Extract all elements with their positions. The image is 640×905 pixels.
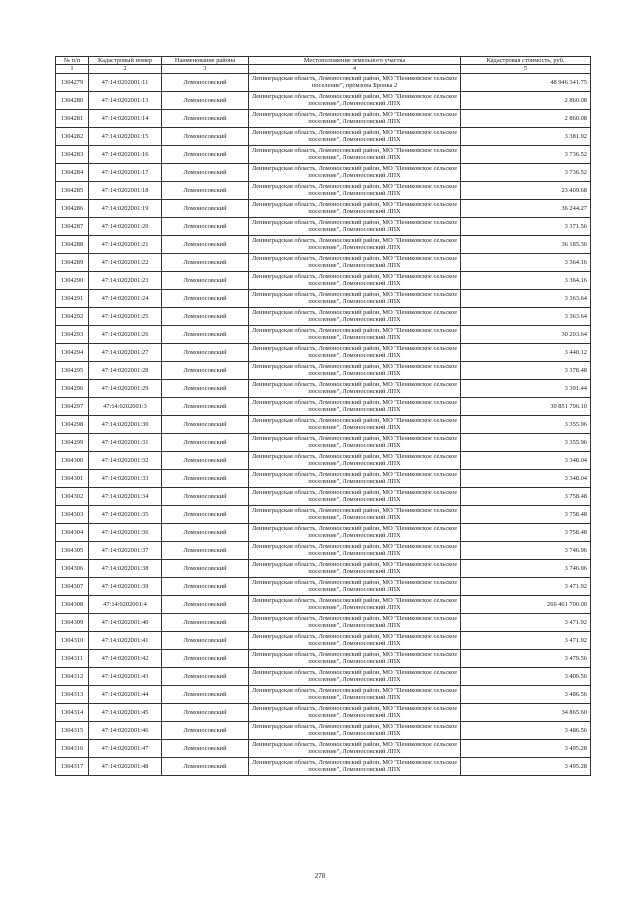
table-row bbox=[56, 631, 591, 649]
row-number: 1304286 bbox=[56, 199, 89, 217]
district-name: Ломоносовский bbox=[162, 559, 249, 577]
cadastral-number: 47:14:0202001:23 bbox=[89, 271, 162, 289]
table-row bbox=[56, 541, 591, 559]
district-name: Ломоносовский bbox=[162, 541, 249, 559]
location: Ленинградская область, Ломоносовский район, МО "Пениковское сельское поселение", Ломоносовский ЛПХ bbox=[249, 109, 461, 127]
cadastral-number: 47:14:0202001:4 bbox=[89, 595, 162, 613]
row-number: 1304313 bbox=[56, 685, 89, 703]
district-name: Ломоносовский bbox=[162, 289, 249, 307]
district-name: Ломоносовский bbox=[162, 649, 249, 667]
table-row bbox=[56, 379, 591, 397]
cadastral-number: 47:14:0202001:18 bbox=[89, 181, 162, 199]
location: Ленинградская область, Ломоносовский район, МО "Пениковское сельское поселение", Ломоносовский ЛПХ bbox=[249, 577, 461, 595]
cadastral-number: 47:14:0202001:34 bbox=[89, 487, 162, 505]
row-number: 1304304 bbox=[56, 523, 89, 541]
cadastral-value: 3 391.44 bbox=[461, 379, 591, 397]
table-row bbox=[56, 325, 591, 343]
table-row bbox=[56, 487, 591, 505]
cadastral-number: 47:14:0202001:48 bbox=[89, 757, 162, 775]
cadastral-value: 3 381.92 bbox=[461, 127, 591, 145]
table-row bbox=[56, 703, 591, 721]
location: Ленинградская область, Ломоносовский район, МО "Пениковское сельское поселение", Ломоносовский ЛПХ bbox=[249, 703, 461, 721]
cadastral-number: 47:14:0202001:13 bbox=[89, 91, 162, 109]
table-row bbox=[56, 739, 591, 757]
row-number: 1304301 bbox=[56, 469, 89, 487]
district-name: Ломоносовский bbox=[162, 703, 249, 721]
column-number: 2 bbox=[89, 65, 162, 73]
table-row bbox=[56, 271, 591, 289]
table-row bbox=[56, 685, 591, 703]
table-row bbox=[56, 217, 591, 235]
table-row bbox=[56, 469, 591, 487]
row-number: 1304289 bbox=[56, 253, 89, 271]
cadastral-value: 3 471.92 bbox=[461, 613, 591, 631]
cadastral-number: 47:14:0202001:41 bbox=[89, 631, 162, 649]
cadastral-number: 47:14:0202001:24 bbox=[89, 289, 162, 307]
cadastral-number: 47:14:0202001:26 bbox=[89, 325, 162, 343]
header-cadastral-number: Кадастровый номер bbox=[89, 57, 162, 65]
district-name: Ломоносовский bbox=[162, 577, 249, 595]
cadastral-value: 3 378.48 bbox=[461, 361, 591, 379]
cadastral-table bbox=[55, 56, 591, 776]
location: Ленинградская область, Ломоносовский район, МО "Пениковское сельское поселение", Ломоносовский ЛПХ bbox=[249, 91, 461, 109]
cadastral-number: 47:14:0202001:31 bbox=[89, 433, 162, 451]
table-row bbox=[56, 667, 591, 685]
row-number: 1304306 bbox=[56, 559, 89, 577]
location: Ленинградская область, Ломоносовский район, МО "Пениковское сельское поселение", Ломоносовский ЛПХ bbox=[249, 343, 461, 361]
cadastral-number: 47:14:0202001:17 bbox=[89, 163, 162, 181]
table-row bbox=[56, 523, 591, 541]
cadastral-value: 3 758.48 bbox=[461, 487, 591, 505]
location: Ленинградская область, Ломоносовский район, МО "Пениковское сельское поселение", Ломоносовский ЛПХ bbox=[249, 289, 461, 307]
location: Ленинградская область, Ломоносовский район, МО "Пениковское сельское поселение", Ломоносовский ЛПХ bbox=[249, 145, 461, 163]
row-number: 1304291 bbox=[56, 289, 89, 307]
district-name: Ломоносовский bbox=[162, 451, 249, 469]
district-name: Ломоносовский bbox=[162, 307, 249, 325]
cadastral-value: 36 185.36 bbox=[461, 235, 591, 253]
header-location: Местоположение земельного участка bbox=[249, 57, 461, 65]
cadastral-number: 47:14:0202001:35 bbox=[89, 505, 162, 523]
cadastral-number: 47:14:0202001:32 bbox=[89, 451, 162, 469]
cadastral-value: 3 486.56 bbox=[461, 685, 591, 703]
table-row bbox=[56, 343, 591, 361]
location: Ленинградская область, Ломоносовский район, МО "Пениковское сельское поселение", Ломоносовский ЛПХ bbox=[249, 307, 461, 325]
cadastral-value: 3 736.52 bbox=[461, 145, 591, 163]
cadastral-value: 3 495.28 bbox=[461, 757, 591, 775]
district-name: Ломоносовский bbox=[162, 361, 249, 379]
table-row bbox=[56, 289, 591, 307]
cadastral-value: 3 471.92 bbox=[461, 631, 591, 649]
table-row bbox=[56, 505, 591, 523]
cadastral-value: 3 348.04 bbox=[461, 469, 591, 487]
location: Ленинградская область, Ломоносовский район, МО "Пениковское сельское поселение", Ломоносовский ЛПХ bbox=[249, 397, 461, 415]
row-number: 1304310 bbox=[56, 631, 89, 649]
cadastral-value: 23 409.68 bbox=[461, 181, 591, 199]
district-name: Ломоносовский bbox=[162, 253, 249, 271]
cadastral-number: 47:14:0202001:39 bbox=[89, 577, 162, 595]
row-number: 1304299 bbox=[56, 433, 89, 451]
district-name: Ломоносовский bbox=[162, 271, 249, 289]
cadastral-number: 47:14:0202001:28 bbox=[89, 361, 162, 379]
location: Ленинградская область, Ломоносовский район, МО "Пениковское сельское поселение", Ломоносовский ЛПХ bbox=[249, 505, 461, 523]
row-number: 1304317 bbox=[56, 757, 89, 775]
district-name: Ломоносовский bbox=[162, 145, 249, 163]
cadastral-number: 47:14:0202001:16 bbox=[89, 145, 162, 163]
cadastral-value: 3 486.56 bbox=[461, 721, 591, 739]
cadastral-number: 47:14:0202001:42 bbox=[89, 649, 162, 667]
location: Ленинградская область, Ломоносовский район, МО "Пениковское сельское поселение", Ломоносовский ЛПХ bbox=[249, 595, 461, 613]
location: Ленинградская область, Ломоносовский район, МО "Пениковское сельское поселение", Ломоносовский ЛПХ bbox=[249, 325, 461, 343]
table-row bbox=[56, 307, 591, 325]
location: Ленинградская область, Ломоносовский район, МО "Пениковское сельское поселение", Ломоносовский ЛПХ bbox=[249, 631, 461, 649]
district-name: Ломоносовский bbox=[162, 199, 249, 217]
location: Ленинградская область, Ломоносовский район, МО "Пениковское сельское поселение", Ломоносовский ЛПХ bbox=[249, 199, 461, 217]
cadastral-number: 47:14:0202001:22 bbox=[89, 253, 162, 271]
location: Ленинградская область, Ломоносовский район, МО "Пениковское сельское поселение", Ломоносовский ЛПХ bbox=[249, 541, 461, 559]
district-name: Ломоносовский bbox=[162, 397, 249, 415]
cadastral-number: 47:14:0202001:46 bbox=[89, 721, 162, 739]
cadastral-value: 2 860.08 bbox=[461, 109, 591, 127]
location: Ленинградская область, Ломоносовский район, МО "Пениковское сельское поселение", Ломоносовский ЛПХ bbox=[249, 361, 461, 379]
district-name: Ломоносовский bbox=[162, 73, 249, 91]
district-name: Ломоносовский bbox=[162, 343, 249, 361]
table-row bbox=[56, 451, 591, 469]
row-number: 1304283 bbox=[56, 145, 89, 163]
district-name: Ломоносовский bbox=[162, 379, 249, 397]
row-number: 1304307 bbox=[56, 577, 89, 595]
table-row bbox=[56, 415, 591, 433]
row-number: 1304290 bbox=[56, 271, 89, 289]
district-name: Ломоносовский bbox=[162, 181, 249, 199]
row-number: 1304314 bbox=[56, 703, 89, 721]
row-number: 1304293 bbox=[56, 325, 89, 343]
table-row bbox=[56, 253, 591, 271]
cadastral-value: 3 746.96 bbox=[461, 541, 591, 559]
table-row bbox=[56, 757, 591, 775]
row-number: 1304281 bbox=[56, 109, 89, 127]
row-number: 1304311 bbox=[56, 649, 89, 667]
page-number: 278 bbox=[314, 872, 326, 880]
location: Ленинградская область, Ломоносовский район, МО "Пениковское сельское поселение", Ломоносовский ЛПХ bbox=[249, 469, 461, 487]
location: Ленинградская область, Ломоносовский район, МО "Пениковское сельское поселение", Ломоносовский ЛПХ bbox=[249, 739, 461, 757]
column-number: 4 bbox=[249, 65, 461, 73]
cadastral-number: 47:14:0202001:25 bbox=[89, 307, 162, 325]
location: Ленинградская область, Ломоносовский район, МО "Пениковское сельское поселение", Ломоносовский ЛПХ bbox=[249, 271, 461, 289]
table-row bbox=[56, 397, 591, 415]
row-number: 1304303 bbox=[56, 505, 89, 523]
cadastral-value: 3 495.28 bbox=[461, 739, 591, 757]
cadastral-value: 3 355.96 bbox=[461, 433, 591, 451]
row-number: 1304312 bbox=[56, 667, 89, 685]
cadastral-value: 3 440.12 bbox=[461, 343, 591, 361]
district-name: Ломоносовский bbox=[162, 469, 249, 487]
district-name: Ломоносовский bbox=[162, 757, 249, 775]
table-row bbox=[56, 109, 591, 127]
location: Ленинградская область, Ломоносовский район, МО "Пениковское сельское поселение", промзона Бронка 2 bbox=[249, 73, 461, 91]
cadastral-number: 47:14:0202001:14 bbox=[89, 109, 162, 127]
row-number: 1304294 bbox=[56, 343, 89, 361]
district-name: Ломоносовский bbox=[162, 325, 249, 343]
district-name: Ломоносовский bbox=[162, 127, 249, 145]
table-row bbox=[56, 613, 591, 631]
district-name: Ломоносовский bbox=[162, 613, 249, 631]
location: Ленинградская область, Ломоносовский район, МО "Пениковское сельское поселение", Ломоносовский ЛПХ bbox=[249, 181, 461, 199]
cadastral-value: 36 244.27 bbox=[461, 199, 591, 217]
cadastral-number: 47:14:0202001:19 bbox=[89, 199, 162, 217]
cadastral-number: 47:14:0202001:38 bbox=[89, 559, 162, 577]
column-number: 3 bbox=[162, 65, 249, 73]
cadastral-value: 3 479.56 bbox=[461, 649, 591, 667]
district-name: Ломоносовский bbox=[162, 595, 249, 613]
district-name: Ломоносовский bbox=[162, 685, 249, 703]
district-name: Ломоносовский bbox=[162, 217, 249, 235]
table-row bbox=[56, 649, 591, 667]
cadastral-number: 47:14:0202001:44 bbox=[89, 685, 162, 703]
cadastral-number: 47:14:0202001:27 bbox=[89, 343, 162, 361]
cadastral-value: 3 363.64 bbox=[461, 289, 591, 307]
district-name: Ломоносовский bbox=[162, 523, 249, 541]
cadastral-number: 47:14:0202001:36 bbox=[89, 523, 162, 541]
column-number: 5 bbox=[461, 65, 591, 73]
location: Ленинградская область, Ломоносовский район, МО "Пениковское сельское поселение", Ломоносовский ЛПХ bbox=[249, 685, 461, 703]
table-row bbox=[56, 199, 591, 217]
district-name: Ломоносовский bbox=[162, 235, 249, 253]
row-number: 1304298 bbox=[56, 415, 89, 433]
cadastral-value: 48 946 341.75 bbox=[461, 73, 591, 91]
district-name: Ломоносовский bbox=[162, 109, 249, 127]
cadastral-number: 47:14:0202001:45 bbox=[89, 703, 162, 721]
location: Ленинградская область, Ломоносовский район, МО "Пениковское сельское поселение", Ломоносовский ЛПХ bbox=[249, 451, 461, 469]
cadastral-value: 3 746.96 bbox=[461, 559, 591, 577]
header-number: № п/п bbox=[56, 57, 89, 65]
row-number: 1304287 bbox=[56, 217, 89, 235]
location: Ленинградская область, Ломоносовский район, МО "Пениковское сельское поселение", Ломоносовский ЛПХ bbox=[249, 217, 461, 235]
cadastral-value: 30 203.64 bbox=[461, 325, 591, 343]
table-row bbox=[56, 577, 591, 595]
cadastral-value: 3 758.48 bbox=[461, 505, 591, 523]
table-row bbox=[56, 91, 591, 109]
header-cadastral-value: Кадастровая стоимость, руб. bbox=[461, 57, 591, 65]
location: Ленинградская область, Ломоносовский район, МО "Пениковское сельское поселение", Ломоносовский ЛПХ bbox=[249, 163, 461, 181]
cadastral-number: 47:14:0202001:43 bbox=[89, 667, 162, 685]
row-number: 1304295 bbox=[56, 361, 89, 379]
cadastral-value: 3 348.04 bbox=[461, 451, 591, 469]
table-row bbox=[56, 595, 591, 613]
location: Ленинградская область, Ломоносовский район, МО "Пениковское сельское поселение", Ломоносовский ЛПХ bbox=[249, 127, 461, 145]
district-name: Ломоносовский bbox=[162, 667, 249, 685]
cadastral-number: 47:14:0202001:3 bbox=[89, 397, 162, 415]
cadastral-number: 47:14:0202001:21 bbox=[89, 235, 162, 253]
cadastral-number: 47:14:0202001:37 bbox=[89, 541, 162, 559]
cadastral-value: 3 364.16 bbox=[461, 253, 591, 271]
row-number: 1304315 bbox=[56, 721, 89, 739]
cadastral-number: 47:14:0202001:30 bbox=[89, 415, 162, 433]
district-name: Ломоносовский bbox=[162, 721, 249, 739]
table-row bbox=[56, 235, 591, 253]
column-number-row bbox=[56, 65, 591, 73]
row-number: 1304285 bbox=[56, 181, 89, 199]
location: Ленинградская область, Ломоносовский район, МО "Пениковское сельское поселение", Ломоносовский ЛПХ bbox=[249, 235, 461, 253]
cadastral-value: 3 736.52 bbox=[461, 163, 591, 181]
location: Ленинградская область, Ломоносовский район, МО "Пениковское сельское поселение", Ломоносовский ЛПХ bbox=[249, 721, 461, 739]
district-name: Ломоносовский bbox=[162, 505, 249, 523]
location: Ленинградская область, Ломоносовский район, МО "Пениковское сельское поселение", Ломоносовский ЛПХ bbox=[249, 667, 461, 685]
table-row bbox=[56, 721, 591, 739]
cadastral-number: 47:14:0202001:40 bbox=[89, 613, 162, 631]
row-number: 1304279 bbox=[56, 73, 89, 91]
cadastral-value: 2 860.08 bbox=[461, 91, 591, 109]
cadastral-number: 47:14:0202001:33 bbox=[89, 469, 162, 487]
row-number: 1304288 bbox=[56, 235, 89, 253]
row-number: 1304316 bbox=[56, 739, 89, 757]
cadastral-value: 3 371.56 bbox=[461, 217, 591, 235]
cadastral-number: 47:14:0202001:20 bbox=[89, 217, 162, 235]
row-number: 1304292 bbox=[56, 307, 89, 325]
row-number: 1304296 bbox=[56, 379, 89, 397]
location: Ленинградская область, Ломоносовский район, МО "Пениковское сельское поселение", Ломоносовский ЛПХ bbox=[249, 415, 461, 433]
table-row bbox=[56, 361, 591, 379]
cadastral-number: 47:14:0202001:29 bbox=[89, 379, 162, 397]
district-name: Ломоносовский bbox=[162, 91, 249, 109]
cadastral-value: 3 758.48 bbox=[461, 523, 591, 541]
row-number: 1304300 bbox=[56, 451, 89, 469]
header-row bbox=[56, 57, 591, 65]
district-name: Ломоносовский bbox=[162, 415, 249, 433]
location: Ленинградская область, Ломоносовский район, МО "Пениковское сельское поселение", Ломоносовский ЛПХ bbox=[249, 559, 461, 577]
table-row bbox=[56, 145, 591, 163]
row-number: 1304282 bbox=[56, 127, 89, 145]
table-row bbox=[56, 127, 591, 145]
location: Ленинградская область, Ломоносовский район, МО "Пениковское сельское поселение", Ломоносовский ЛПХ bbox=[249, 757, 461, 775]
cadastral-value: 3 409.56 bbox=[461, 667, 591, 685]
cadastral-number: 47:14:0202001:15 bbox=[89, 127, 162, 145]
location: Ленинградская область, Ломоносовский район, МО "Пениковское сельское поселение", Ломоносовский ЛПХ bbox=[249, 379, 461, 397]
cadastral-value: 3 355.96 bbox=[461, 415, 591, 433]
row-number: 1304309 bbox=[56, 613, 89, 631]
table-row bbox=[56, 163, 591, 181]
header-district: Наименование района bbox=[162, 57, 249, 65]
cadastral-value: 3 364.16 bbox=[461, 271, 591, 289]
row-number: 1304297 bbox=[56, 397, 89, 415]
row-number: 1304305 bbox=[56, 541, 89, 559]
cadastral-value: 30 851 796.10 bbox=[461, 397, 591, 415]
location: Ленинградская область, Ломоносовский район, МО "Пениковское сельское поселение", Ломоносовский ЛПХ bbox=[249, 649, 461, 667]
location: Ленинградская область, Ломоносовский район, МО "Пениковское сельское поселение", Ломоносовский ЛПХ bbox=[249, 487, 461, 505]
table-row bbox=[56, 73, 591, 91]
row-number: 1304284 bbox=[56, 163, 89, 181]
row-number: 1304280 bbox=[56, 91, 89, 109]
table-row bbox=[56, 181, 591, 199]
cadastral-number: 47:14:0202001:11 bbox=[89, 73, 162, 91]
cadastral-value: 3 363.64 bbox=[461, 307, 591, 325]
column-number: 1 bbox=[56, 65, 89, 73]
cadastral-value: 3 471.92 bbox=[461, 577, 591, 595]
location: Ленинградская область, Ломоносовский район, МО "Пениковское сельское поселение", Ломоносовский ЛПХ bbox=[249, 433, 461, 451]
row-number: 1304302 bbox=[56, 487, 89, 505]
table-row bbox=[56, 433, 591, 451]
row-number: 1304308 bbox=[56, 595, 89, 613]
location: Ленинградская область, Ломоносовский район, МО "Пениковское сельское поселение", Ломоносовский ЛПХ bbox=[249, 253, 461, 271]
district-name: Ломоносовский bbox=[162, 487, 249, 505]
district-name: Ломоносовский bbox=[162, 739, 249, 757]
district-name: Ломоносовский bbox=[162, 433, 249, 451]
location: Ленинградская область, Ломоносовский район, МО "Пениковское сельское поселение", Ломоносовский ЛПХ bbox=[249, 523, 461, 541]
cadastral-number: 47:14:0202001:47 bbox=[89, 739, 162, 757]
cadastral-value: 34 865.60 bbox=[461, 703, 591, 721]
district-name: Ломоносовский bbox=[162, 163, 249, 181]
district-name: Ломоносовский bbox=[162, 631, 249, 649]
table-row bbox=[56, 559, 591, 577]
location: Ленинградская область, Ломоносовский район, МО "Пениковское сельское поселение", Ломоносовский ЛПХ bbox=[249, 613, 461, 631]
cadastral-value: 266 461 700.00 bbox=[461, 595, 591, 613]
